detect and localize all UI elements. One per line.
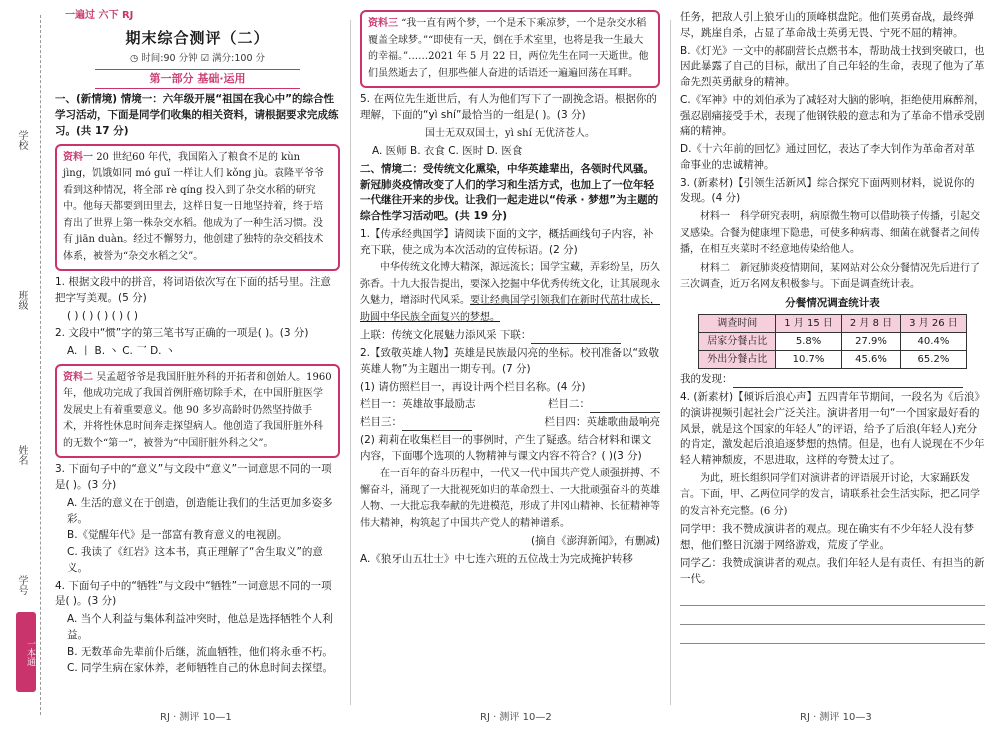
material-label: 资料二: [63, 371, 93, 383]
table-cell: 居家分餐占比: [699, 333, 776, 351]
series-brand: 一遍过 六下 RJ: [65, 10, 134, 21]
school-label: 学校: [16, 130, 27, 150]
options: A. 丨 B. 丶 C. 乛 D. 丶: [67, 345, 176, 357]
page-column-1: [55, 8, 340, 707]
my-finding: [680, 372, 985, 388]
table-cell: 40.4%: [901, 333, 967, 351]
table-cell: 外出分餐占比: [699, 351, 776, 369]
table-header: 2 月 8 日: [841, 315, 900, 333]
option-b: B.《灯光》一文中的郝副营长点燃书本，帮助战士找到突破口，也因此暴露了自己的目标，献出了自己年轻的生命，表现了他为了革命先烈英勇献身的精神。: [680, 44, 985, 88]
page-column-3: [680, 8, 985, 707]
column-one: 栏目一：英雄故事最励志: [360, 398, 476, 411]
column-divider: [350, 20, 351, 705]
column-divider: [670, 20, 671, 705]
class-label: 班级: [16, 290, 27, 310]
section-2-heading: 二、情境二：受传统文化熏染，中华英雄辈出，各领时代风骚。新冠肺炎疫情改变了人们的学习和生活方式，也加上了一位年轻一代继往开来的步伐。让我们一起走进以“传承 · 梦想”为主题的综合性学习活动吧。(共 19 分): [360, 162, 659, 222]
table-cell: 65.2%: [901, 351, 967, 369]
answer-blanks[interactable]: ( ) ( ) ( ) ( ) ( ): [67, 309, 139, 322]
question-2-3: 3. (新素材)【引领生活新风】综合探究下面两则材料，说说你的发现。(4 分): [680, 176, 975, 205]
page-footer: RJ · 测评 10—3: [800, 712, 872, 723]
column-two: [548, 397, 660, 413]
answer-field[interactable]: [590, 401, 660, 413]
page-footer: RJ · 测评 10—1: [160, 712, 232, 723]
option-a: A. 生活的意义在于创造，创造能让我们的生活更加多姿多彩。: [67, 496, 333, 525]
table-header: 调查时间: [699, 315, 776, 333]
material-text: 20 世纪60 年代，我国陷入了粮食不足的 kùn jìng，饥饿如同 mó guǐ 一样让人们 kǒng jù。袁隆平爷爷看到这种情况，将全部 rè qíng 投入到了杂交水稻的研究中。他每天都要到田里去，这样日复一日地坚持着，终于培育出了世界上第一株杂交水稻。他成为了一种生活习惯。没有 jiān duàn。经过不懈努力，他创建了独特的杂交稻技术体系，被誉为“杂交水稻之父”。: [63, 151, 325, 262]
option-a-continued: 任务，把敌人引上狼牙山的顶峰棋盘陀。他们英勇奋战，最终弹尽，跳崖自杀，占显了革命战士英勇无畏、宁死不屈的精神。: [680, 11, 974, 39]
couplet-answer: [360, 328, 660, 344]
sub-question-1: (1) 请仿照栏目一，再设计两个栏目名称。(4 分): [360, 380, 586, 393]
options: A. 医师 B. 衣食 C. 医时 D. 医食: [372, 145, 523, 157]
couplet-prompt: 上联：传统文化展魅力添风采 下联：: [360, 329, 532, 342]
question-1: 1. 根据文段中的拼音，将词语依次写在下面的括号里。注意把字写美观。(5 分): [55, 276, 331, 304]
answer-field[interactable]: [531, 332, 621, 344]
material-text: “我一直有两个梦，一个是禾下乘凉梦，一个是杂交水稻覆盖全球梦。”“即使有一天，倒在手术室里，也将是我一生最大的幸福。”……2021 年 5 月 22 日，两位先生在同一天逝世。他们虽然逝去了，但那些催人奋进的话语还一遍遍回荡在耳畔。: [368, 18, 649, 79]
column-four: 栏目四：英雄歌曲最响亮: [544, 416, 660, 428]
table-row: [699, 333, 967, 351]
material-label: 资料三: [368, 18, 398, 29]
question-3: 3. 下面句子中的“意义”与文段中“意义”一词意思不同的一项是( )。(3 分): [55, 463, 332, 491]
column-row-1: [360, 397, 660, 413]
option-c: C. 我读了《红岩》这本书，真正理解了“舍生取义”的意义。: [67, 546, 323, 574]
my-finding-label: 我的发现：: [680, 373, 733, 386]
option-a: A. 当个人利益与集体利益冲突时，他总是选择牺牲个人利益。: [67, 613, 333, 641]
answer-field[interactable]: [402, 419, 472, 431]
material-one: 材料一 科学研究表明，病原微生物可以借助筷子传播，引起交叉感染。合餐为健康埋下隐患，可使多种病毒、细菌在就餐者之间传播，在相互夹菜时不经意地传染给他人。: [680, 211, 980, 255]
table-header: 3 月 26 日: [901, 315, 967, 333]
answer-line[interactable]: [680, 589, 985, 606]
cut-line: [40, 15, 41, 715]
question-2-2: 2.【致敬英雄人物】英雄是民族最闪亮的坐标。校刊准备以“致敬英雄人物”为主题出一期专刊。(7 分): [360, 347, 659, 375]
student-id-label: 学号: [16, 575, 27, 595]
brand-badge: 一本通: [16, 612, 36, 692]
material-two: 材料二 新冠肺炎疫情期间，某网站对公众分餐情况先后进行了三次调查，近万名网友积极参与。下面是调查统计表。: [680, 262, 980, 290]
survey-table: [698, 314, 967, 369]
table-cell: 45.6%: [841, 351, 900, 369]
material-label: 资料一: [63, 151, 93, 163]
passage: 在一百年的奋斗历程中，一代又一代中国共产党人顽强拼搏、不懈奋斗，涌现了一大批视死如归的革命烈士、一大批顽强奋斗的英雄人物、一大批忘我奉献的先进模范，形成了井冈山精神、长征精神等伟大精神，构筑起了中国共产党人的精神谱系。: [360, 468, 660, 529]
column-row-2: [360, 415, 660, 431]
material-3: [360, 10, 660, 88]
underlined-sentence: 要让经典国学引领我们在新时代茁壮成长，助圆中华民族全面复兴的梦想。: [360, 295, 660, 323]
option-a: A.《狼牙山五壮士》中七连六班的五位战士为完成掩护转移: [360, 553, 633, 565]
binding-margin: [0, 0, 52, 735]
table-header-row: [699, 315, 967, 333]
column-two-label: 栏目二：: [548, 398, 590, 411]
name-label: 姓名: [16, 445, 27, 465]
material-1: [55, 144, 340, 272]
option-d: D.《十六年前的回忆》通过回忆，表达了李大钊作为革命者对革命事业的忠诚精神。: [680, 143, 975, 171]
table-cell: 27.9%: [841, 333, 900, 351]
section-1-heading: 一、(新情境) 情境一：六年级开展“祖国在我心中”的综合性学习活动，下面是同学们收集的相关资料，请根据要求完成练习。(共 17 分): [55, 93, 339, 137]
option-c: C. 同学生病在家休养，老师牺牲自己的休息时间去探望。: [67, 662, 334, 675]
answer-line[interactable]: [680, 608, 985, 625]
student-b-statement: 同学乙：我赞成演讲者的观点。我们年轻人是有责任、有担当的新一代。: [680, 556, 985, 585]
question-2-4: 4. (新素材)【倾诉后浪心声】五四青年节期间，一段名为《后浪》的演讲视频引起社会广泛关注。演讲者用一句“一个国家最好看的风景，就是这个国家的年轻人”的评语，给予了后浪(年轻人)充分的肯定，激发起后浪追逐梦想的热情。但是，也有人说现在不少年轻人精神颓废，不思进取，这样的夸赞太过了。: [680, 391, 985, 466]
column-three: [360, 415, 472, 431]
table-caption: 分餐情况调查统计表: [785, 296, 880, 309]
option-b: B. 无数革命先辈前仆后继，流血牺牲，他们将永垂不朽。: [67, 645, 333, 658]
passage-source: (摘自《澎湃新闻》，有删减): [531, 535, 660, 548]
page-title: 期末综合测评（二）: [125, 29, 270, 47]
couplet: 国士无双双国士，yì shí 无优济苍人。: [425, 127, 595, 139]
task-description: 为此，班长组织同学们对演讲者的评语展开讨论，大家踊跃发言。下面，甲、乙两位同学的发言，请联系社会生活实际，把乙同学的发言补充完整。(6 分): [680, 472, 980, 517]
table-cell: 10.7%: [776, 351, 842, 369]
passage-text: 中华传统文化博大精深，源远流长；国学宝藏，弄彩纷呈，历久弥香。十九大报告提出，要深入挖掘中华优秀传统文化，让其展现永久魅力，增添时代风采。: [360, 262, 660, 307]
exam-meta: ◷ 时间:90 分钟 ☑ 满分:100 分: [129, 52, 266, 64]
page-column-2: [360, 8, 660, 707]
table-cell: 5.8%: [776, 333, 842, 351]
material-2: [55, 364, 340, 459]
answer-field[interactable]: [733, 376, 963, 388]
sub-question-2: (2) 莉莉在收集栏目一的事例时，产生了疑惑。结合材料和课文内容，下面哪个选项的人物精神与课文内容不符合？( )(3 分): [360, 433, 652, 462]
passage: [360, 260, 660, 326]
question-2-1: 1.【传承经典国学】请阅读下面的文字，概括画线句子内容，补充下联，使之成为本次活动的宣传标语。(2 分): [360, 227, 654, 256]
table-row: [699, 351, 967, 369]
page-footer: RJ · 测评 10—2: [480, 712, 552, 723]
option-c: C.《军神》中的刘伯承为了减轻对大脑的影响，拒绝使用麻醉剂，强忍剧痛接受手术，表现了他钢铁般的意志和为了革命不惜承受剧痛的精神。: [680, 93, 985, 138]
option-b: B.《觉醒年代》是一部富有教育意义的电视剧。: [67, 529, 288, 542]
question-4: 4. 下面句子中的“牺牲”与文段中“牺牲”一词意思不同的一项是( )。(3 分): [55, 579, 332, 608]
table-header: 1 月 15 日: [776, 315, 842, 333]
question-2: 2. 文段中“惯”字的第三笔书写正确的一项是( )。(3 分): [55, 327, 309, 340]
part-heading: 第一部分 基础·运用: [95, 69, 300, 90]
question-5: 5. 在两位先生逝世后，有人为他们写下了一副挽念语。根据你的理解，下面的“yì shí”最恰当的一组是( )。(3 分): [360, 93, 657, 121]
answer-line[interactable]: [680, 627, 985, 644]
material-text: 吴孟超爷爷是我国肝脏外科的开拓者和创始人。1960 年，他成功完成了我国首例肝癌切除手术，在中国肝脏医学发展史上有着重要意义。他 90 多岁高龄时仍然坚持做手术，并将性休息时间奔走探望病人。他创造了我国肝脏外科的无数个“第一”，被誉为“中国肝脏外科之父”。: [63, 371, 332, 449]
column-three-label: 栏目三：: [360, 416, 402, 428]
student-a-statement: 同学甲：我不赞成演讲者的观点。现在确实有不少年轻人没有梦想，他们整日沉溺于网络游戏，荒废了学业。: [680, 523, 974, 551]
